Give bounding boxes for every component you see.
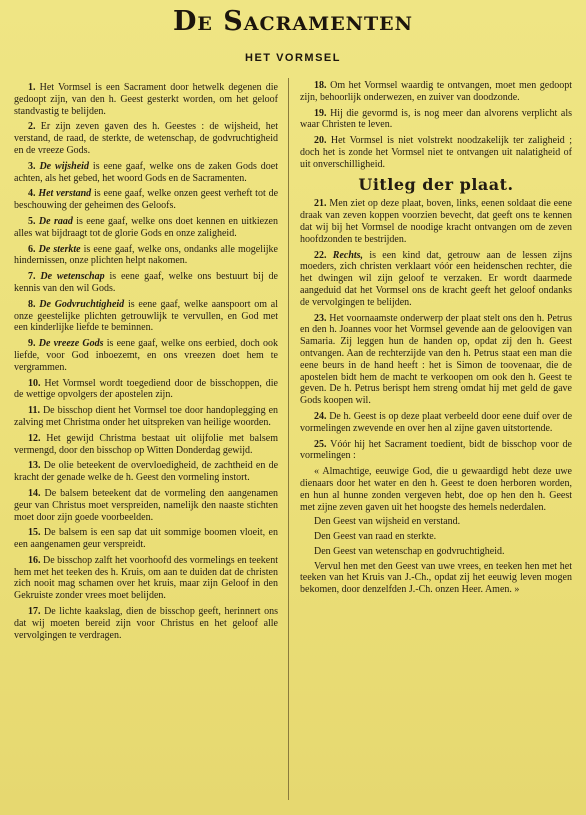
paragraph-text: Men ziet op deze plaat, boven, links, eenen soldaat die eene draak van zeven koppen voorzien bevecht, dat geeft ons te kennen dat wij bij het Vormsel de noodige kracht ontvangen om de zeven hoofdzonden te bestrijden. (300, 198, 572, 245)
paragraph-text: Er zijn zeven gaven des h. Geestes : de wijsheid, het verstand, de raad, de sterkte, de wetenschap, de godvruchtigheid en de vreeze Gods. (14, 121, 279, 156)
paragraph-number: 21. (314, 198, 327, 210)
paragraph (14, 527, 278, 551)
paragraph (300, 80, 572, 104)
paragraph (300, 198, 572, 245)
paragraph-text: Het gewijd Christma bestaat uit olijfolie met balsem vermengd, door den bisschop op Witten Donderdag gewijd. (14, 432, 278, 456)
paragraph-number: 20. (314, 135, 327, 147)
paragraph (14, 460, 278, 484)
paragraph-text: De bisschop zalft het voorhoofd des vormelings en teekent hem met het teeken des h. Kruis, om aan te duiden dat de christen zich nooit mag schamen over het kruis, maar zijn Geloof in den Gekruiste zonder vrees moet belijden. (14, 554, 279, 602)
paragraph-number: 8. (28, 298, 36, 310)
paragraph-number: 14. (28, 487, 41, 499)
paragraph-text: is eene gaaf, welke ons, ondanks alle mogelijke hindernissen, onze plichten helpt nakomen. (14, 243, 278, 267)
paragraph-text: is eene gaaf, welke aanspoort om al onze geestelijke plichten getrouwlijk te vervullen, en God met een kinderlijke liefde te beminnen. (14, 298, 279, 334)
paragraph-number: 9. (28, 338, 36, 350)
paragraph-text: Het Vormsel is niet volstrekt noodzakelijk ter zaligheid ; doch het is zonde het Vormsel niet te ontvangen uit nalatigheid of uit onverschilligheid. (300, 135, 572, 170)
paragraph-number: 11. (28, 405, 40, 417)
paragraph-text: is eene gaaf, welke ons de zaken Gods doet achten, als het gebed, het woord Gods en de Sacramenten. (14, 160, 279, 184)
prayer-line: Den Geest van raad en sterkte. (314, 531, 437, 543)
paragraph-number: 15. (28, 527, 41, 539)
paragraph-text: is eene gaaf, welke ons doet kennen en uitkiezen alles wat bijdraagt tot de glorie Gods en onze zaligheid. (14, 215, 278, 239)
prayer-block (300, 466, 572, 596)
paragraph-text: is eene gaaf, welke ons eerbied, doch ook liefde, voor God inboezemt, en ons vreezen doet hem te vergrammen. (14, 338, 279, 373)
paragraph (14, 338, 278, 373)
paragraph (14, 82, 278, 117)
paragraph-number: 22. (314, 249, 327, 261)
paragraph-number: 23. (314, 312, 327, 324)
paragraph (14, 188, 278, 212)
paragraph-number: 13. (28, 460, 41, 472)
paragraph (14, 244, 278, 268)
paragraph-text: De lichte kaakslag, dien de bisschop geeft, herinnert ons dat wij moeten bereid zijn voor Christus en het geloof alle vervolgingen te verdragen. (14, 606, 279, 641)
paragraph-number: 1. (28, 82, 36, 93)
paragraph-number: 2. (28, 121, 36, 133)
paragraph (300, 108, 572, 132)
paragraph (14, 488, 278, 523)
prayer-line: « Almachtige, eeuwige God, die u gewaardigd hebt deze uwe dienaars door het water en den h. Geest te doen herboren worden, en hun al hunne zonden vergeven hebt, doe op hen den h. Geest met zijne zeven gaven uit het hoogste des hemels nederdalen. (300, 466, 572, 513)
paragraph-number: 5. (28, 215, 36, 227)
paragraph-number: 25. (314, 438, 327, 450)
paragraph-text: De balsem is een sap dat uit sommige boomen vloeit, en een aangenamen geur verspreidt. (14, 527, 278, 551)
prayer-line: Den Geest van wetenschap en godvruchtigheid. (314, 545, 505, 557)
page-subtitle: HET VORMSEL (245, 52, 341, 64)
paragraph-number: 3. (28, 160, 36, 172)
paragraph (14, 555, 278, 602)
paragraph-number: 10. (28, 377, 41, 389)
paragraph-number: 12. (28, 432, 41, 444)
page-title: De Sacramenten (172, 6, 414, 37)
paragraph-lead: De wetenschap (40, 271, 105, 283)
paragraph-lead: De sterkte (38, 243, 81, 255)
paragraph-text: is eene gaaf, welke onzen geest verheft tot de beschouwing der geheimen des Geloofs. (14, 188, 279, 212)
paragraph (14, 433, 278, 457)
paragraph-text: Hij die gevormd is, is nog meer dan alvorens verplicht als waar Christen te leven. (300, 107, 572, 131)
prayer-line: Den Geest van wijsheid en verstand. (314, 516, 461, 528)
paragraph-text: Het Vormsel wordt toegediend door de bisschoppen, die de wettige opvolgers der apostelen zijn. (14, 377, 278, 401)
paragraph (14, 161, 278, 185)
paragraph-text: De bisschop dient het Vormsel toe door handoplegging en zalving met Christma onder het uitspreken van heilige woorden. (14, 405, 279, 428)
paragraph-text: De balsem beteekent dat de vormeling den aangenamen geur van Christus moet verspreiden, namelijk den naaste stichten moet door zijn goede voorbeelden. (14, 487, 279, 523)
paragraph (14, 405, 278, 429)
paragraph-number: 24. (314, 410, 327, 422)
paragraph-number: 18. (314, 80, 327, 91)
right-column-top (300, 80, 572, 171)
paragraph-text: is een kind dat, getrouw aan de lessen zijns moeders, zich christen verklaart vóór een heidenschen rechter, die het dwingen wil zijn geloof te verzaken. Er wordt daarmede aangeduid dat het Vormsel ons de kracht geeft het geloof ondanks de vervolgingen te belijden. (300, 249, 573, 308)
paragraph-text: De h. Geest is op deze plaat verbeeld door eene duif over de vormelingen zwevende en over hen al zijne gaven uitstortende. (300, 410, 573, 434)
paragraph (300, 313, 572, 407)
paragraph (14, 271, 278, 295)
section-heading: Uitleg der plaat. (358, 174, 514, 194)
paragraph-text: Het Vormsel is een Sacrament door hetwelk degenen die gedoopt zijn, van den h. Geest gesterkt worden, om het geloof standvastig te belijden. (14, 82, 278, 117)
paragraph-text: De olie beteekent de overvloedigheid, de zachtheid en de kracht der genade welke de h. Geest den vormeling instort. (14, 460, 279, 484)
paragraph (300, 411, 572, 435)
right-column-bottom (300, 198, 572, 462)
paragraph (300, 439, 572, 463)
right-column (300, 80, 572, 599)
paragraph-lead: De raad (38, 215, 73, 227)
paragraph (14, 378, 278, 402)
paragraph-number: 7. (28, 271, 36, 283)
column-divider (288, 78, 289, 800)
left-column (14, 82, 278, 645)
paragraph-number: 4. (28, 188, 36, 200)
paragraph (14, 606, 278, 641)
paragraph-text: Het voornaamste onderwerp der plaat stelt ons den h. Petrus en den h. Joannes voor het Vormsel gevende aan de geloovigen van Samaria. Zij leggen hun de handen op, opdat zij den h. Geest ontvangen. Aan de rechterzijde van den h. Petrus staat een man die eene beurs in de hand heeft : het is Simon de toovenaar, die de apostelen bidt hem de macht te verkoopen om ook den h. Geest te geven. De h. Petrus berispt hem streng omdat hij met geld de gave Gods koopen wil. (300, 312, 572, 407)
paragraph-number: 19. (314, 107, 327, 119)
paragraph-text: Om het Vormsel waardig te ontvangen, moet men gedoopt zijn, behoorlijk onderwezen, en zuiver van doodzonde. (300, 80, 572, 103)
paragraph (300, 135, 572, 170)
paragraph-number: 17. (28, 606, 41, 618)
paragraph-number: 6. (28, 243, 36, 255)
paragraph (14, 121, 278, 156)
paragraph-lead: De vreeze Gods (38, 338, 104, 350)
paragraph-lead: De Godvruchtigheid (39, 298, 125, 310)
paragraph-text: is eene gaaf, welke ons bestuurt bij de kennis van den wil Gods. (14, 271, 278, 294)
paragraph (14, 216, 278, 240)
paragraph-lead: Het verstand (38, 188, 92, 200)
paragraph-text: Vóór hij het Sacrament toedient, bidt de bisschop voor de vormelingen : (300, 438, 572, 462)
paragraph-lead: De wijsheid (39, 160, 89, 172)
paragraph-lead: Rechts, (332, 249, 364, 261)
prayer-line: Vervul hen met den Geest van uwe vrees, en teeken hen met het teeken van het Kruis van J.-Ch., opdat zij het eeuwig leven mogen bekomen, door denzelfden J.-Ch. onzen Heer. Amen. » (300, 560, 572, 596)
paragraph (300, 250, 572, 309)
paragraph-number: 16. (28, 554, 41, 566)
paragraph (14, 299, 278, 334)
